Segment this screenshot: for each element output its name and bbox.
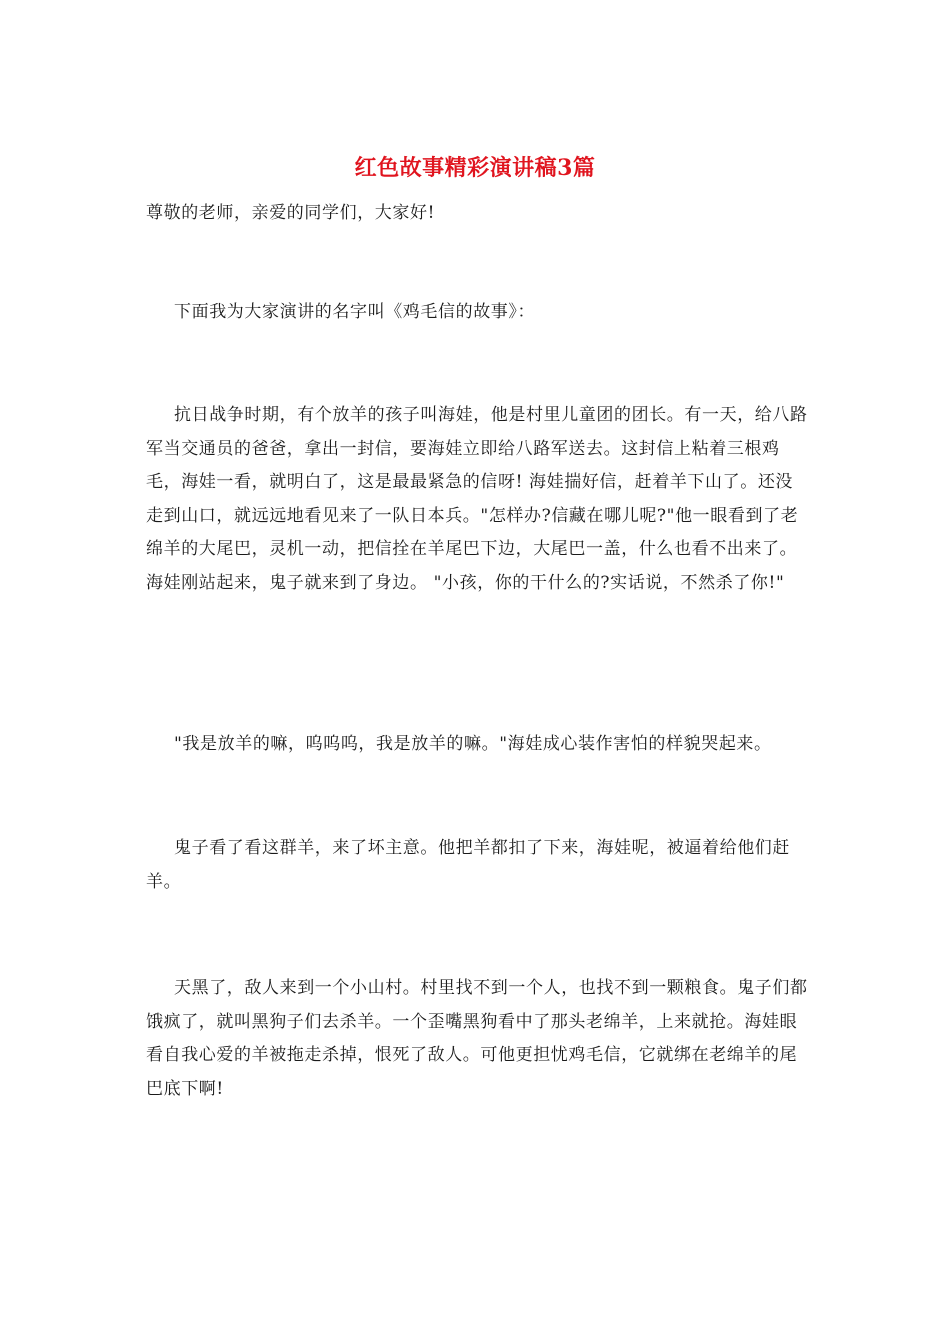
story-paragraph: 鬼子看了看这群羊，来了坏主意。他把羊都扣了下来，海娃呢，被逼着给他们赶羊。 <box>146 838 790 892</box>
story-paragraph: 抗日战争时期，有个放羊的孩子叫海娃，他是村里儿童团的团长。有一天，给八路军当交通员的爸爸，拿出一封信，要海娃立即给八路军送去。这封信上粘着三根鸡毛，海娃一看，就明白了，这是最最紧急的信呀! 海娃揣好信，赶着羊下山了。还没走到山口，就远远地看见来了一队日本兵。"怎样办?信藏在哪儿呢?"他一眼看到了老绵羊的大尾巴，灵机一动，把信拴在羊尾巴下边，大尾巴一盖，什么也看不出来了。海娃刚站起来，鬼子就来到了身边。 "小孩，你的干什么的?实话说，不然杀了你!" <box>146 405 808 593</box>
story-paragraph: "我是放羊的嘛，呜呜呜，我是放羊的嘛。"海娃成心装作害怕的样貌哭起来。 <box>174 734 772 754</box>
story-paragraph: 天黑了，敌人来到一个小山村。村里找不到一个人，也找不到一颗粮食。鬼子们都饿疯了，就叫黑狗子们去杀羊。一个歪嘴黑狗看中了那头老绵羊，上来就抢。海娃眼看自我心爱的羊被拖走杀掉，恨死了敌人。可他更担忧鸡毛信，它就绑在老绵羊的尾巴底下啊! <box>146 978 808 1099</box>
document-title: 红色故事精彩演讲稿3篇 <box>354 155 596 181</box>
intro-paragraph: 下面我为大家演讲的名字叫《鸡毛信的故事》： <box>174 302 536 322</box>
greeting-paragraph: 尊敬的老师，亲爱的同学们，大家好! <box>146 203 436 223</box>
